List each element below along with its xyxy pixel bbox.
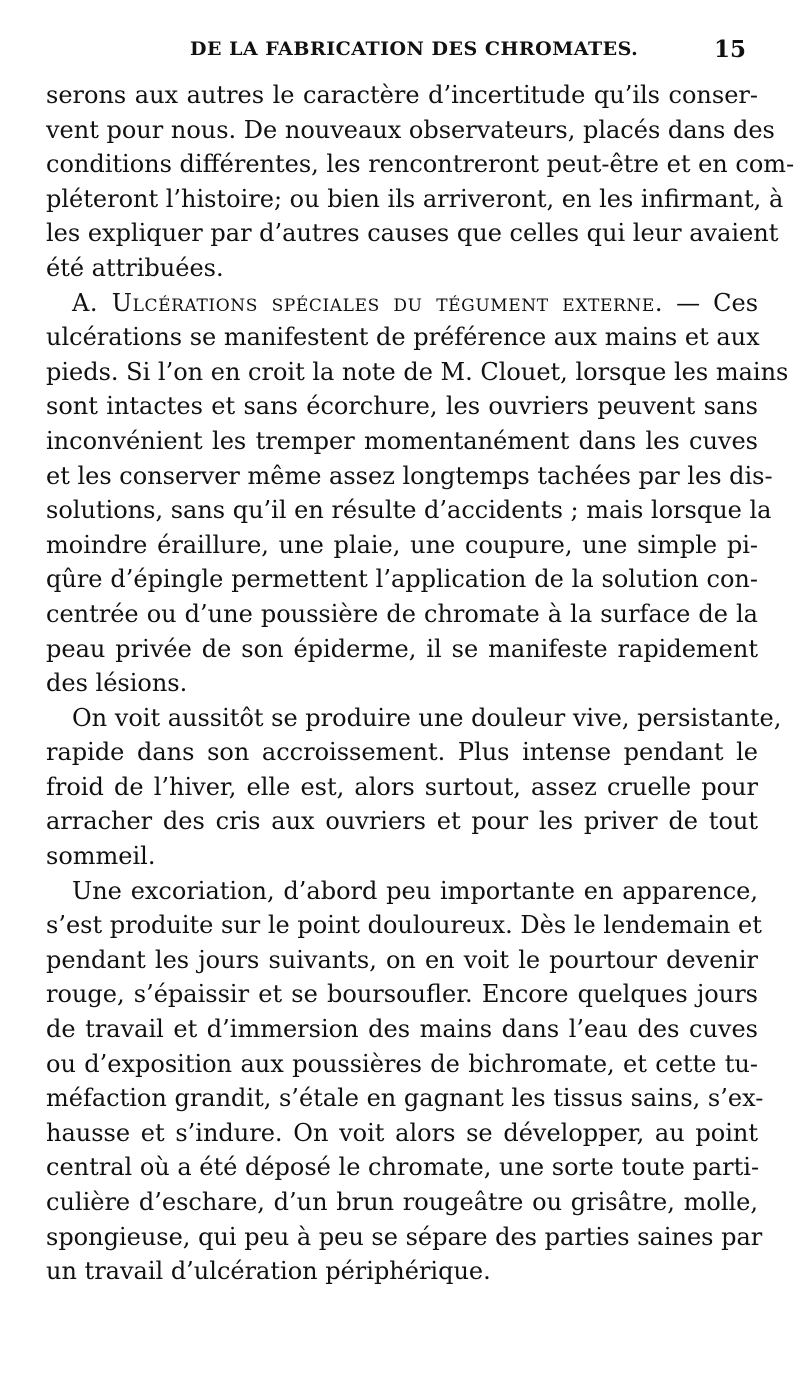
- text-line: et les conserver même assez longtemps tachées par les dis-: [46, 461, 773, 490]
- text-line: les expliquer par d’autres causes que celles qui leur avaient: [46, 219, 779, 248]
- text-line: rapide dans son accroissement. Plus intense pendant le: [46, 738, 758, 767]
- text-line: culière d’eschare, d’un brun rougeâtre ou grisâtre, molle,: [46, 1188, 758, 1216]
- text-line: s’est produite sur le point douloureux. Dès le lendemain et: [46, 911, 762, 940]
- text-line: hausse et s’indure. On voit alors se développer, au point: [46, 1118, 758, 1147]
- text-line: pendant les jours suivants, on en voit le pourtour devenir: [46, 945, 758, 974]
- running-head: [0, 36, 800, 70]
- text-line: arracher des cris aux ouvriers et pour les priver de tout: [46, 807, 758, 836]
- text-line: des lésions.: [46, 669, 188, 698]
- text-line: méfaction grandit, s’étale en gagnant les tissus sains, s’ex-: [46, 1084, 764, 1113]
- body-text: [46, 78, 795, 1289]
- running-title: DE LA FABRICATION DES CHROMATES.: [190, 38, 639, 60]
- page-number: 15: [714, 36, 747, 63]
- text-line: pieds. Si l’on en croit la note de M. Clouet, lorsque les mains: [46, 357, 789, 386]
- text-line: ou d’exposition aux poussières de bichromate, et cette tu-: [46, 1049, 758, 1078]
- text-line: sommeil.: [46, 842, 156, 871]
- text-line: centrée ou d’une poussière de chromate à la surface de la: [46, 599, 758, 628]
- text-line: Une excoriation, d’abord peu importante en apparence,: [72, 876, 758, 905]
- text-line: spongieuse, qui peu à peu se sépare des parties saines par: [46, 1222, 763, 1251]
- text-line: On voit aussitôt se produire une douleur vive, persistante,: [72, 703, 782, 732]
- text-line: moindre éraillure, une plaie, une coupure, une simple pi-: [46, 530, 758, 559]
- text-line: pléteront l’histoire; ou bien ils arriveront, en les infirmant, à: [46, 184, 784, 213]
- text-line: conditions différentes, les rencontreront peut-être et en com-: [46, 150, 795, 179]
- text-line: qûre d’épingle permettent l’application de la solution con-: [46, 565, 758, 594]
- text-line: ulcérations se manifestent de préférence aux mains et aux: [46, 323, 760, 352]
- section-heading-continuation: — Ces: [663, 288, 759, 317]
- text-line: de travail et d’immersion des mains dans l’eau des cuves: [46, 1015, 758, 1044]
- text-line: vent pour nous. De nouveaux observateurs, placés dans des: [46, 115, 775, 144]
- text-line: serons aux autres le caractère d’incertitude qu’ils conser-: [46, 81, 758, 109]
- text-line: froid de l’hiver, elle est, alors surtout, assez cruelle pour: [46, 772, 758, 801]
- text-line: solutions, sans qu’il en résulte d’accidents ; mais lorsque la: [46, 496, 772, 525]
- text-line: rouge, s’épaissir et se boursoufler. Encore quelques jours: [46, 980, 758, 1009]
- text-line: un travail d’ulcération périphérique.: [46, 1257, 491, 1286]
- text-line: inconvénient les tremper momentanément dans les cuves: [46, 426, 758, 455]
- section-heading: A. Ulcérations spéciales du tégument externe.: [72, 288, 664, 317]
- text-line: central où a été déposé le chromate, une sorte toute parti-: [46, 1153, 760, 1182]
- section-heading-line: [46, 286, 758, 321]
- text-line: peau privée de son épiderme, il se manifeste rapidement: [46, 634, 758, 663]
- text-line: été attribuées.: [46, 253, 224, 282]
- text-line: sont intactes et sans écorchure, les ouvriers peuvent sans: [46, 392, 758, 421]
